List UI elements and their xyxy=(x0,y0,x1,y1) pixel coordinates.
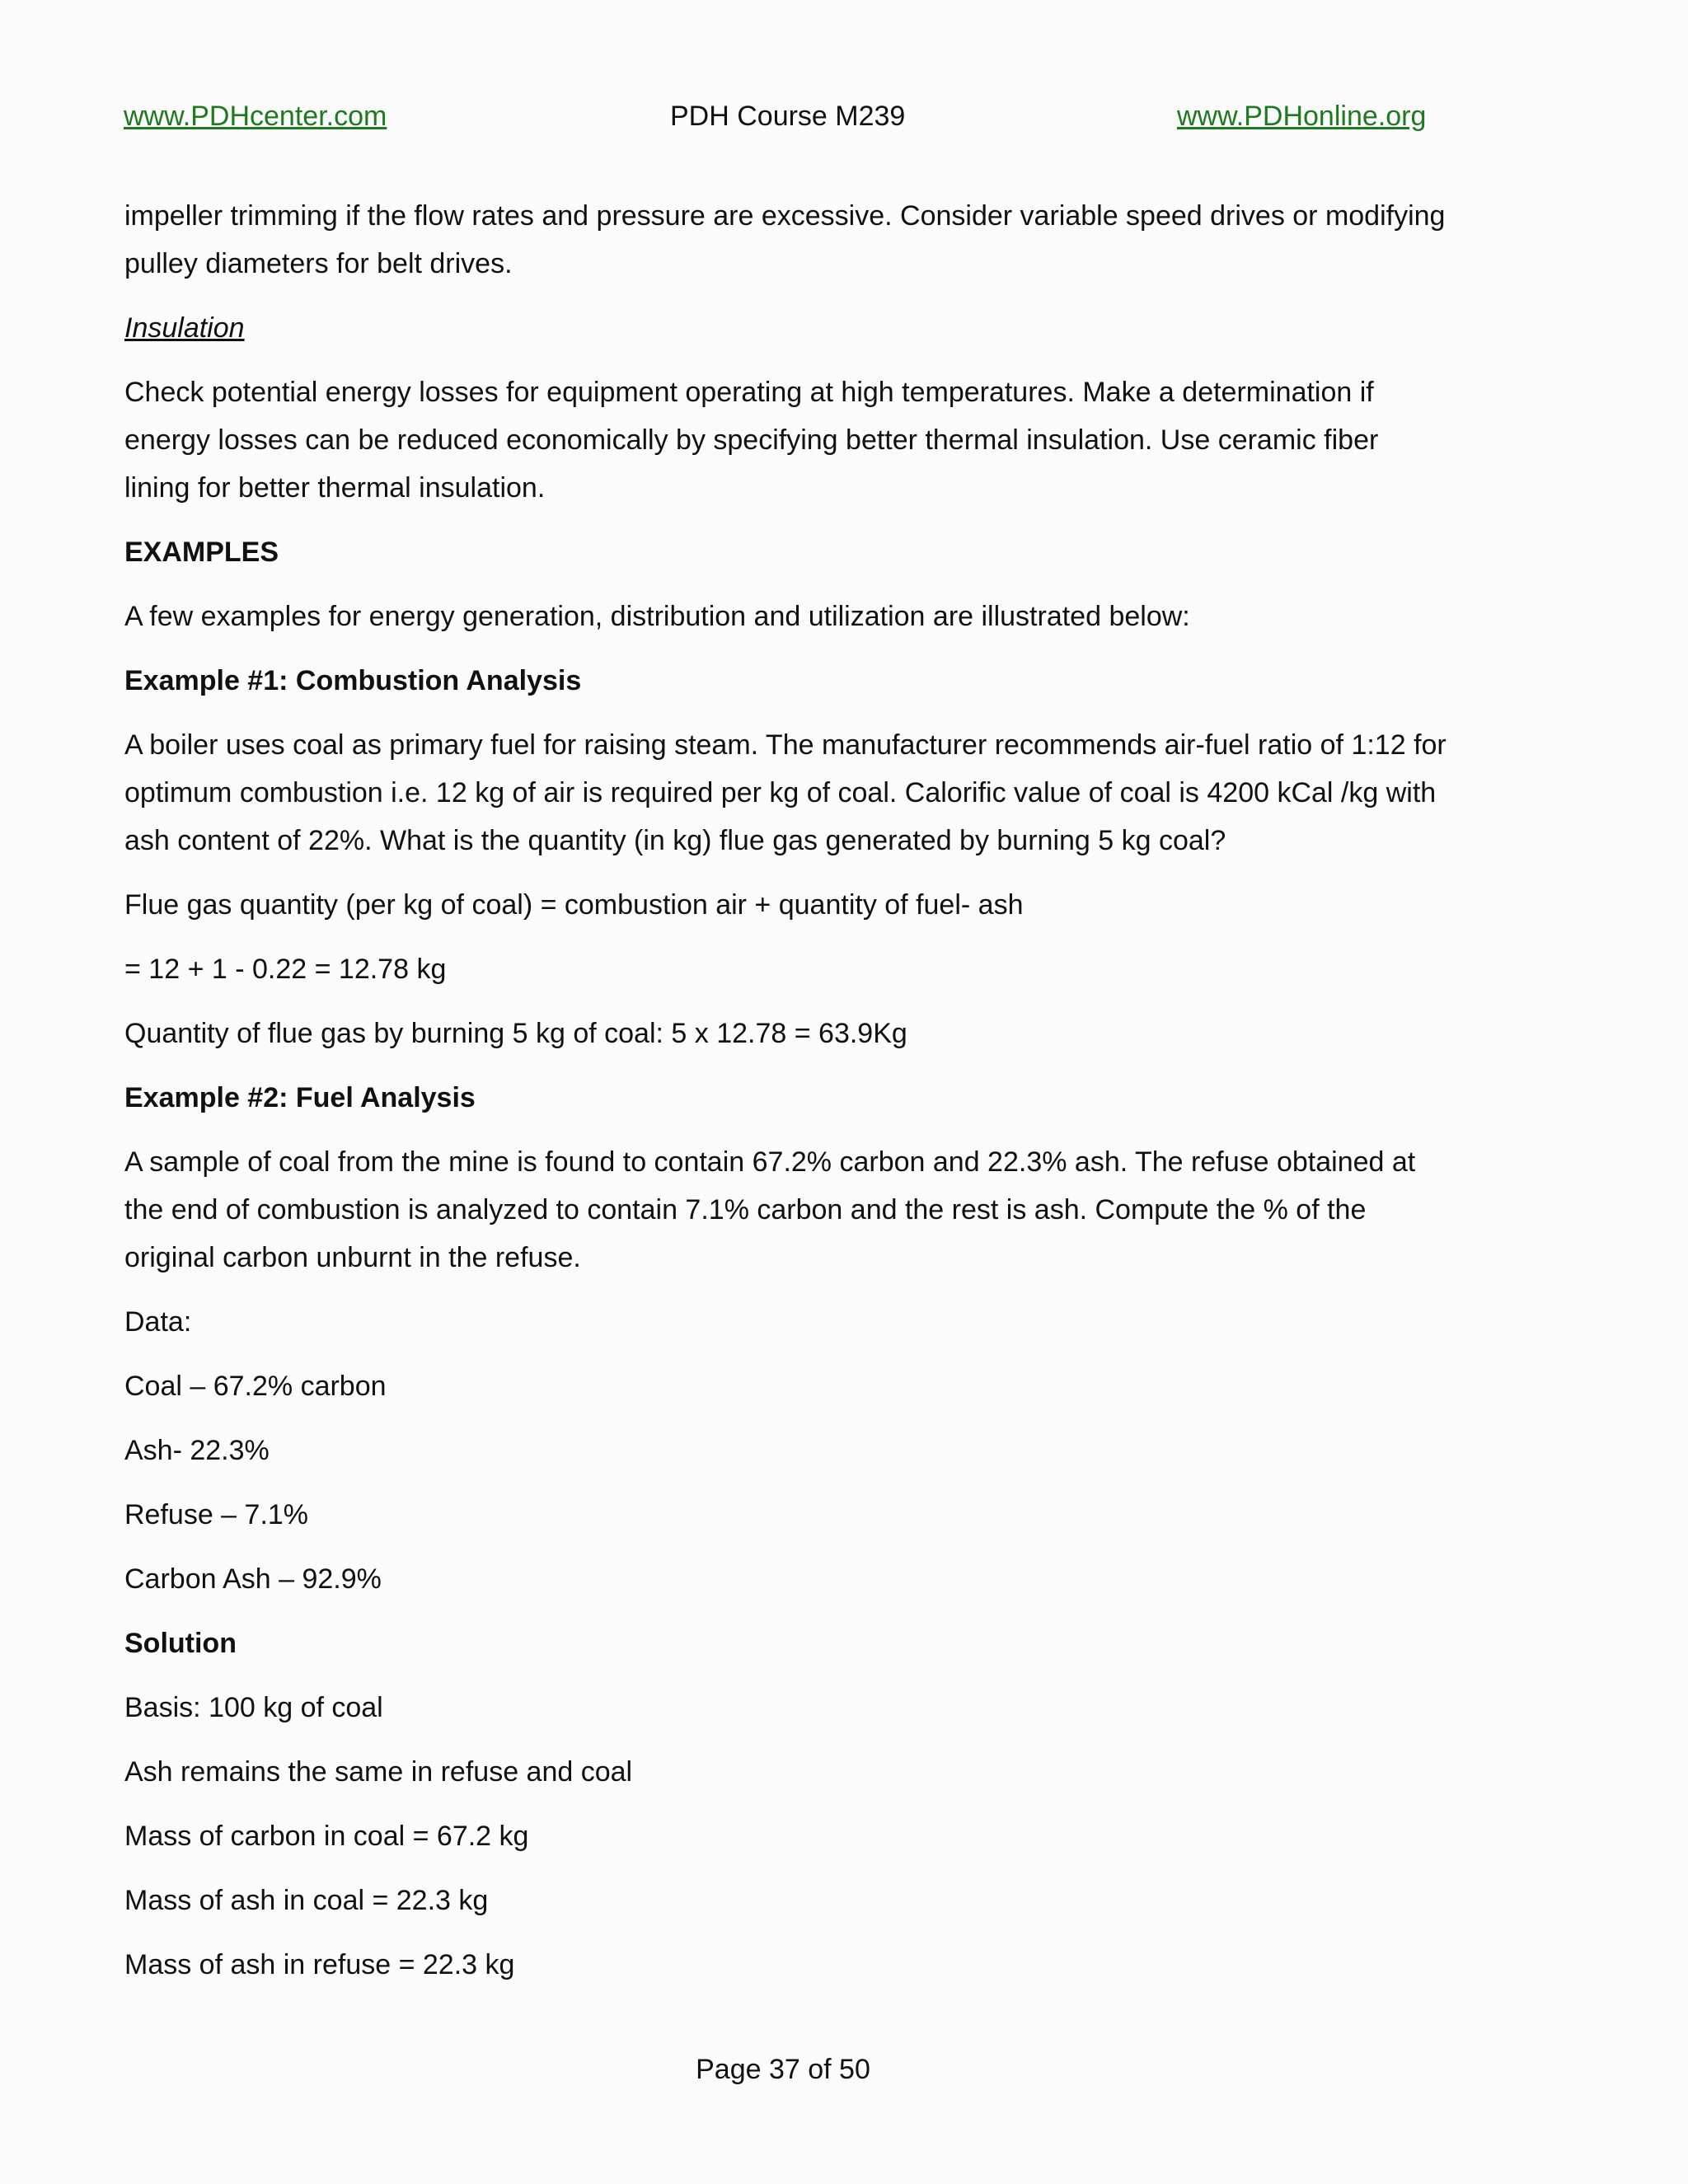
page-number: Page 37 of 50 xyxy=(696,2054,870,2085)
data-item: Coal – 67.2% carbon xyxy=(124,1371,387,1402)
data-label: Data: xyxy=(124,1306,192,1338)
solution-item: Basis: 100 kg of coal xyxy=(124,1692,383,1723)
example1-paragraph: A boiler uses coal as primary fuel for raising steam. The manufacturer recommends air-fuel ratio of 1:12 for optimum combustion i.e. 12 kg of air is required per kg of coal. Calorific value of coal is 4200 kCal /kg with ash content of 22%. What is the quantity (in kg) flue gas generated by burning 5 kg coal? xyxy=(124,729,1447,856)
solution-item: Mass of carbon in coal = 67.2 kg xyxy=(124,1821,529,1852)
solution-item: Ash remains the same in refuse and coal xyxy=(124,1756,633,1788)
example2-paragraph: A sample of coal from the mine is found to contain 67.2% carbon and 22.3% ash. The refuse obtained at the end of combustion is analyzed to contain 7.1% carbon and the rest is ash. Compute the % of the original carbon unburnt in the refuse. xyxy=(124,1146,1416,1273)
solution-heading: Solution xyxy=(124,1628,237,1659)
flue-gas-calculation: = 12 + 1 - 0.22 = 12.78 kg xyxy=(124,954,447,985)
insulation-paragraph: Check potential energy losses for equipment operating at high temperatures. Make a determination if energy losses can be reduced economically by specifying better thermal insulation. Use ceramic fiber lining for better thermal insulation. xyxy=(124,377,1379,504)
insulation-heading: Insulation xyxy=(124,312,245,344)
data-item: Carbon Ash – 92.9% xyxy=(124,1563,382,1595)
data-item: Ash- 22.3% xyxy=(124,1435,270,1466)
intro-paragraph: impeller trimming if the flow rates and pressure are excessive. Consider variable speed drives or modifying pulley diameters for belt drives. xyxy=(124,200,1446,279)
page-footer xyxy=(0,2049,1566,2090)
examples-heading: EXAMPLES xyxy=(124,537,279,568)
flue-gas-formula: Flue gas quantity (per kg of coal) = combustion air + quantity of fuel- ash xyxy=(124,889,1024,921)
flue-gas-total: Quantity of flue gas by burning 5 kg of coal: 5 x 12.78 = 63.9Kg xyxy=(124,1018,907,1049)
pdhcenter-link[interactable]: www.PDHcenter.com xyxy=(124,101,387,132)
page-body xyxy=(124,192,1451,2005)
examples-intro: A few examples for energy generation, distribution and utilization are illustrated below: xyxy=(124,601,1190,632)
data-item: Refuse – 7.1% xyxy=(124,1499,309,1530)
pdhonline-link[interactable]: www.PDHonline.org xyxy=(1177,101,1427,132)
example1-heading: Example #1: Combustion Analysis xyxy=(124,665,582,696)
page-header xyxy=(124,96,1427,137)
solution-item: Mass of ash in refuse = 22.3 kg xyxy=(124,1949,515,1980)
course-title: PDH Course M239 xyxy=(670,101,906,132)
solution-item: Mass of ash in coal = 22.3 kg xyxy=(124,1885,489,1916)
example2-heading: Example #2: Fuel Analysis xyxy=(124,1082,476,1113)
